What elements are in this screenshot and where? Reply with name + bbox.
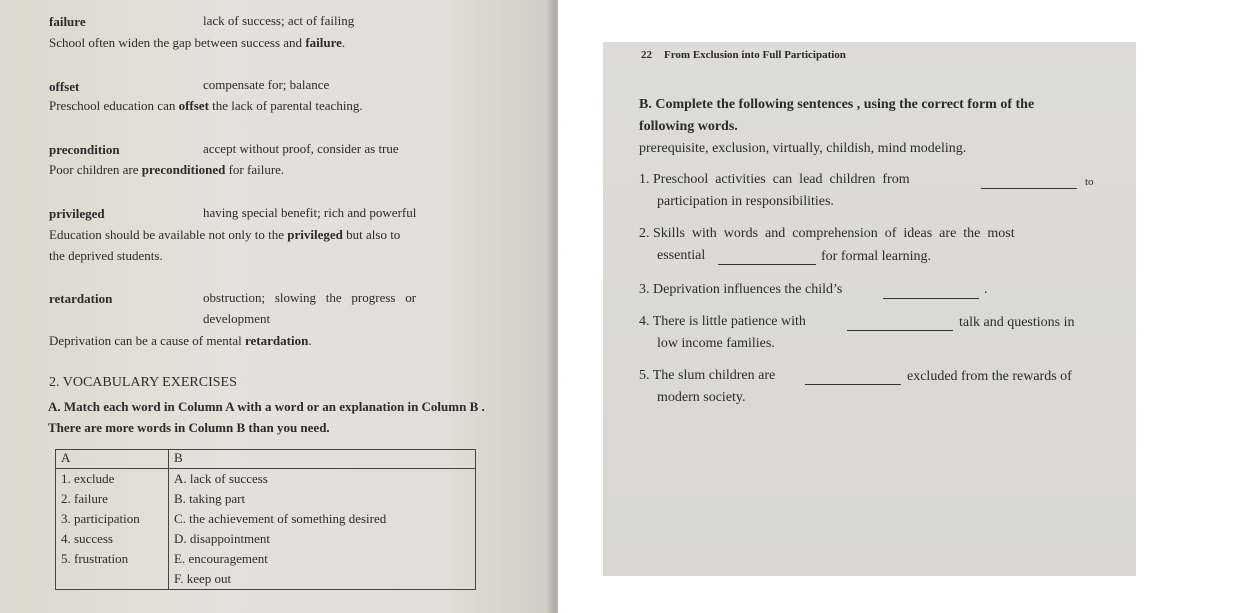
sentence-3-part-a: 3. Deprivation influences the child’s (639, 282, 843, 297)
sentence-4-part-c: low income families. (657, 336, 775, 351)
cell-a (56, 569, 169, 590)
word-list: prerequisite, exclusion, virtually, childish, mind modeling. (639, 141, 967, 156)
sentence-1-part-c: participation in responsibilities. (657, 194, 834, 209)
example-retardation: Deprivation can be a cause of mental retardation. (49, 333, 312, 348)
cell-a: 4. success (56, 529, 169, 549)
left-book-page (0, 0, 556, 613)
table-row (56, 469, 476, 490)
cell-a: 5. frustration (56, 549, 169, 569)
example-privileged-line1: Education should be available not only to the privileged but also to (49, 227, 401, 242)
definition-privileged: having special benefit; rich and powerful (203, 205, 417, 220)
cell-b: C. the achievement of something desired (169, 509, 476, 529)
table-row (56, 509, 476, 529)
sentence-5-part-a: 5. The slum children are (639, 368, 776, 383)
section-title: 2. VOCABULARY EXERCISES (49, 375, 237, 390)
exercise-b-instruction-line1: B. Complete the following sentences , using the correct form of the (639, 97, 1035, 112)
example-precondition: Poor children are preconditioned for failure. (49, 162, 285, 177)
sentence-2-part-b: essential (657, 248, 706, 263)
cell-a: 1. exclude (56, 469, 169, 490)
cell-a: 2. failure (56, 489, 169, 509)
table-row (56, 569, 476, 590)
blank-1[interactable] (981, 176, 1077, 189)
definition-precondition: accept without proof, consider as true (203, 141, 399, 156)
sentence-1-part-b: to (1085, 176, 1094, 188)
blank-3[interactable] (883, 286, 979, 299)
column-b-header: B (169, 450, 476, 469)
sentence-2-part-c: for formal learning. (821, 249, 932, 264)
sentence-4-part-a: 4. There is little patience with (639, 314, 806, 329)
example-failure: School often widen the gap between success and failure. (49, 35, 346, 50)
sentence-2-part-a: 2. Skills with words and comprehension of ideas are the most (639, 226, 1015, 241)
right-book-page (603, 42, 1136, 576)
cell-b: A. lack of success (169, 469, 476, 490)
definition-retardation-line1: obstruction; slowing the progress or (203, 290, 417, 305)
photo-divider (556, 0, 558, 613)
sentence-1-part-a: 1. Preschool activities can lead children from (639, 172, 910, 187)
definition-retardation-line2: development (203, 311, 271, 326)
term-precondition: precondition (49, 142, 120, 157)
example-offset: Preschool education can offset the lack of parental teaching. (49, 98, 363, 113)
exercise-a-instruction: A. Match each word in Column A with a word or an explanation in Column B . There are more words in Column B than you need. (48, 399, 485, 435)
table-header-row (56, 450, 476, 469)
page-gutter-shadow (546, 0, 556, 613)
term-offset: offset (49, 79, 80, 94)
blank-2[interactable] (718, 252, 816, 265)
cell-b: E. encouragement (169, 549, 476, 569)
definition-offset: compensate for; balance (203, 77, 330, 92)
cell-a: 3. participation (56, 509, 169, 529)
sentence-5-part-c: modern society. (657, 390, 746, 405)
cell-b: B. taking part (169, 489, 476, 509)
cell-b: F. keep out (169, 569, 476, 590)
matching-table (55, 449, 476, 590)
table-row (56, 549, 476, 569)
running-head-title: From Exclusion into Full Participation (664, 49, 846, 61)
sentence-3-part-b: . (984, 282, 988, 297)
exercise-b-instruction-line2: following words. (639, 119, 738, 134)
sentence-4-part-b: talk and questions in (959, 315, 1075, 330)
running-header (641, 49, 846, 61)
page-number: 22 (641, 49, 652, 61)
definition-failure: lack of success; act of failing (203, 13, 355, 28)
sentence-5-part-b: excluded from the rewards of (907, 369, 1072, 384)
example-privileged-line2: the deprived students. (49, 248, 163, 263)
term-privileged: privileged (49, 206, 105, 221)
blank-4[interactable] (847, 318, 953, 331)
cell-b: D. disappointment (169, 529, 476, 549)
term-retardation: retardation (49, 291, 113, 306)
blank-5[interactable] (805, 372, 901, 385)
term-failure: failure (49, 14, 86, 29)
table-row (56, 489, 476, 509)
column-a-header: A (56, 450, 169, 469)
table-row (56, 529, 476, 549)
